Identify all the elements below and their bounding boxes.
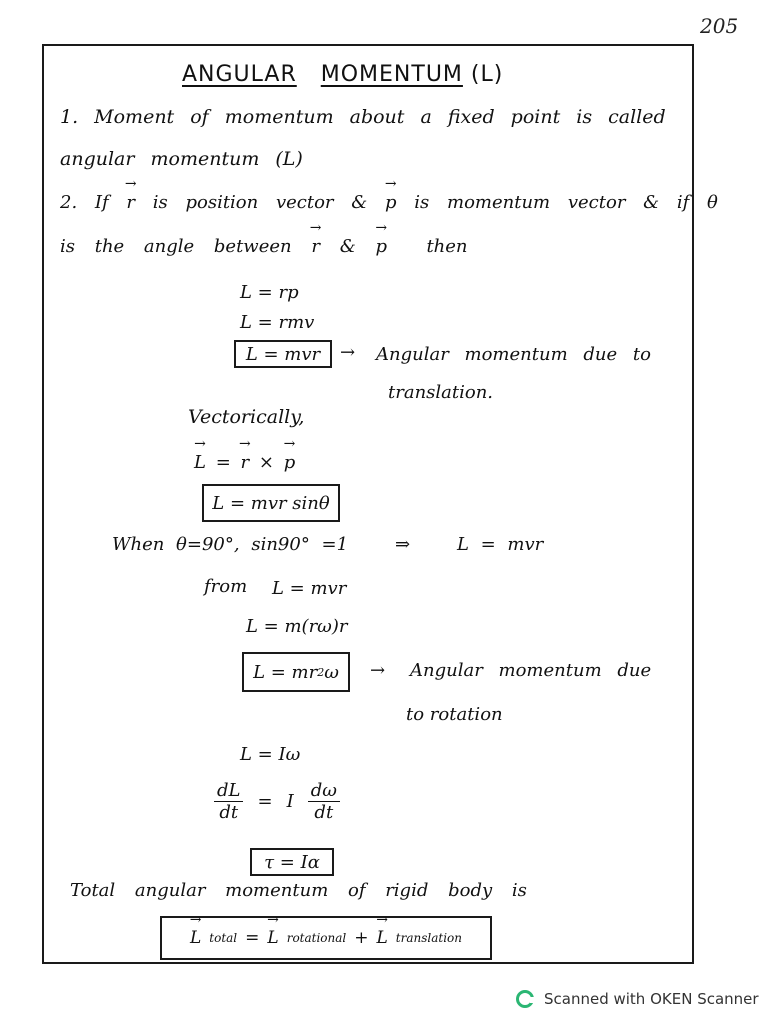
- vector-l: → L: [194, 452, 206, 473]
- condition-line-2: [60, 236, 468, 257]
- boxed-equation-mvr: L = mvr: [234, 340, 332, 368]
- vector-p: → p: [284, 452, 296, 473]
- rotation-desc-line-2: to rotation: [406, 704, 503, 725]
- scanner-watermark: [516, 990, 759, 1008]
- condition-then: then: [426, 236, 468, 257]
- rotation-desc-line-1: Angular momentum due: [410, 660, 652, 681]
- angle-vector-p: → p: [375, 236, 387, 257]
- condition-amp: &: [339, 236, 356, 257]
- final-sub-total: total: [209, 931, 238, 945]
- definition-line-2: angular momentum (L): [60, 148, 303, 170]
- boxed3-post: ω: [324, 661, 339, 683]
- fraction-dl-dt: [214, 780, 243, 823]
- position-vector-r: → r: [126, 192, 135, 213]
- equation-l-iw: L = Iω: [240, 744, 301, 765]
- equation-l-rp: L = rp: [240, 282, 299, 303]
- condition-text-1: is position vector &: [152, 192, 368, 213]
- final-l-rotational: → L: [267, 928, 278, 948]
- fraction-dw: dω: [308, 780, 340, 802]
- boxed-total-equation: [160, 916, 492, 960]
- final-sub-translation: translation: [395, 931, 463, 945]
- arrow-2: →: [370, 660, 386, 681]
- definition-line-1: 1. Moment of momentum about a fixed point is called: [60, 106, 666, 128]
- final-sub-rotational: rotational: [286, 931, 347, 945]
- fraction-dt-right: dt: [314, 802, 334, 823]
- boxed3-pre: L = mr: [253, 661, 318, 683]
- title-word-angular: ANGULAR: [182, 62, 297, 87]
- boxed3-superscript: 2: [317, 665, 325, 679]
- arrow-1: →: [340, 342, 356, 363]
- angle-vector-r: → r: [311, 236, 320, 257]
- page-number: 205: [700, 14, 739, 38]
- condition-if: 2. If: [60, 192, 109, 213]
- translation-desc-line-1: Angular momentum due to: [376, 344, 651, 365]
- condition-text-3: is the angle between: [60, 236, 292, 257]
- final-equals: =: [245, 928, 260, 948]
- title-word-momentum: MOMENTUM: [320, 62, 463, 87]
- cross-symbol: ×: [258, 452, 274, 473]
- derivative-i: I: [286, 791, 294, 812]
- final-l-total: → L: [190, 928, 201, 948]
- final-plus: +: [354, 928, 369, 948]
- equation-l-rmv: L = rmv: [240, 312, 315, 333]
- translation-desc-line-2: translation.: [388, 382, 494, 403]
- boxed-equation-mr2w: [242, 652, 350, 692]
- fraction-dl: dL: [214, 780, 243, 802]
- derivative-equals: =: [257, 791, 273, 812]
- scanner-logo-icon: [516, 990, 534, 1008]
- when-result: L = mvr: [456, 534, 544, 555]
- vectorically-label: Vectorically,: [188, 406, 305, 428]
- from-equation: L = mvr: [272, 578, 347, 599]
- condition-line-1: [60, 192, 718, 213]
- when-condition: When θ=90°, sin90° =1: [112, 534, 349, 555]
- vector-equation: [194, 452, 295, 473]
- fraction-dw-dt: [308, 780, 340, 823]
- condition-text-2: is momentum vector & if θ: [414, 192, 718, 213]
- when-line: [112, 534, 543, 555]
- final-l-translation: → L: [377, 928, 388, 948]
- implies-symbol: ⇒: [394, 534, 411, 555]
- boxed-equation-torque: τ = Iα: [250, 848, 334, 876]
- derivative-equation: [214, 780, 340, 823]
- vector-r: → r: [241, 452, 250, 473]
- scanner-text: Scanned with OKEN Scanner: [544, 990, 759, 1008]
- boxed-equation-sin: L = mvr sinθ: [202, 484, 340, 522]
- page-title: [182, 62, 503, 87]
- fraction-dt-left: dt: [219, 802, 239, 823]
- total-line: Total angular momentum of rigid body is: [70, 880, 527, 901]
- momentum-vector-p: → p: [385, 192, 397, 213]
- title-symbol: (L): [470, 62, 504, 87]
- notebook-page: [42, 44, 718, 964]
- vector-equals: =: [215, 452, 231, 473]
- from-word: from: [204, 576, 248, 597]
- equation-m-rw-r: L = m(rω)r: [246, 616, 348, 637]
